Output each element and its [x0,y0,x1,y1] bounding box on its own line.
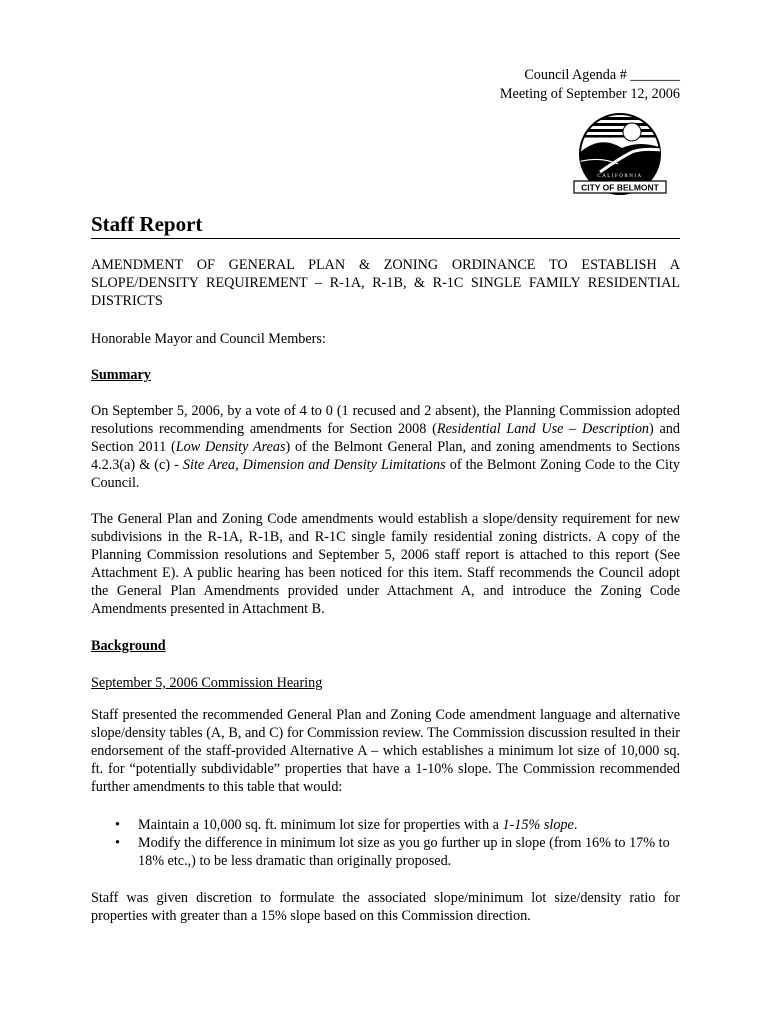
summary-heading: Summary [91,367,151,383]
page-title: Staff Report [91,212,203,236]
summary-heading-block [91,366,680,384]
recommendation-list [91,816,680,870]
summary-p1-italic-f: Site Area, Dimension and Density Limitations [182,457,446,473]
subject-block [91,256,680,310]
background-subheading: September 5, 2006 Commission Hearing [91,675,323,691]
bullet1-text-c: . [573,817,578,833]
summary-p1-text-c: ) and Section 2011 ( [91,421,680,455]
meeting-header [500,66,680,104]
list-item: • Modify the difference in minimum lot size as you go further up in slope (from 16% to 17% to 18% etc.,) to be less dramatic than originally proposed. [109,834,680,870]
summary-paragraph-1 [91,402,680,492]
background-text-2: Staff was given discretion to formulate the associated slope/minimum lot size/density ratio for properties with greater than a 15% slope based on this Commission direction. [91,890,680,924]
seal-state-text: CALIFORNIA [597,174,643,179]
summary-p1-text-e: ) of the Belmont General Plan, and zoning amendments to Sections 4.2.3(a) & (c) - [91,439,680,473]
background-heading: Background [91,638,166,654]
salutation-block [91,330,680,348]
council-agenda-number: Council Agenda # _______ [524,67,680,83]
title-row [91,210,680,239]
summary-p1-italic-d: Low Density Areas [175,439,286,455]
summary-p1-text-g: of the Belmont Zoning Code to the City Council. [91,457,680,491]
background-heading-block [91,637,680,655]
city-of-belmont-seal [570,112,670,198]
meeting-date: Meeting of September 12, 2006 [499,86,680,102]
background-text-1: Staff presented the recommended General Plan and Zoning Code amendment language and alternative slope/density tables (A, B, and C) for Commission review. The Commission discussion resulted in their endorsement of the staff-provided Alternative A – which establishes a minimum lot size of 10,000 sq. ft. for “potentially subdividable” properties that have a 1-10% slope. The Commission recommended further amendments to this table that would: [91,707,680,795]
summary-p1-italic-b: Residential Land Use – Description [436,421,650,437]
summary-paragraph-2 [91,510,680,618]
salutation: Honorable Mayor and Council Members: [91,331,326,347]
background-paragraph-1 [91,706,680,796]
bullet1-italic-b: 1-15% slope [502,817,574,833]
bullet1-text-a: Maintain a 10,000 sq. ft. minimum lot size for properties with a [138,817,503,833]
summary-text-1 [91,402,680,492]
summary-text-2: The General Plan and Zoning Code amendments would establish a slope/density requirement for new subdivisions in the R-1A, R-1B, and R-1C single family residential zoning districts. A copy of the Planning Commission resolutions and September 5, 2006 staff report is attached to this report (See Attachment E). A public hearing has been noticed for this item. Staff recommends the Council adopt the General Plan Amendments provided under Attachment A, and introduce the Zoning Code Amendments presented in Attachment B. [91,511,680,617]
report-subject: AMENDMENT OF GENERAL PLAN & ZONING ORDINANCE TO ESTABLISH A SLOPE/DENSITY REQUIREMENT – R-1A, R-1B, & R-1C SINGLE FAMILY RESIDENTIAL DISTRICTS [91,257,680,309]
background-subheading-block [91,674,680,692]
background-bullets [91,816,680,870]
background-paragraph-2 [91,889,680,925]
seal-city-text: CITY OF BELMONT [581,182,659,193]
summary-p1-text-a: On September 5, 2006, by a vote of 4 to 0 (1 recused and 2 absent), the Planning Commission adopted resolutions recommending amendments for Section 2008 ( [91,403,680,437]
list-item [109,816,680,834]
